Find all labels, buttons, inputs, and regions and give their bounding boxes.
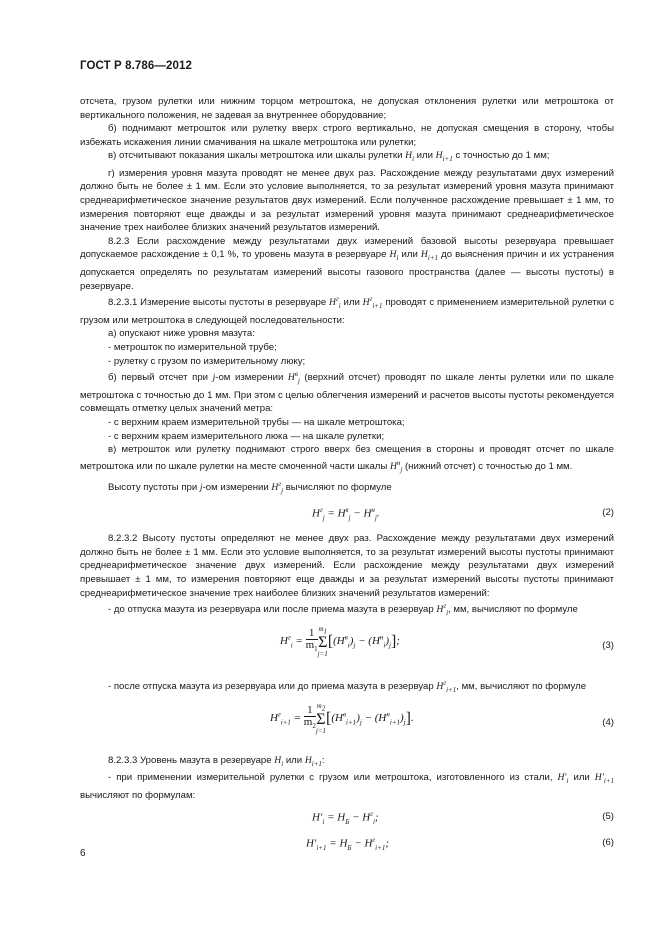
- formula-number: (5): [602, 811, 614, 823]
- formula-number: (2): [602, 507, 614, 519]
- paragraph: - при применении измерительной рулетки с грузом или метроштока, изготовленного из стали, $H'_i$ или $H'_{i+1}$ вычисляют по формулам:: [80, 772, 614, 801]
- formula-number: (6): [602, 837, 614, 849]
- page-number: 6: [80, 848, 86, 859]
- paragraph: 8.2.3.2 Высоту пустоты определяют не менее двух раз. Расхождение между результатами двух измерений должно быть не более ± 1 мм. Если это условие выполняется, то за результат измерений высоты пустоты принимают среднеарифметическое значение двух измерений. Если расхождение между результатами двух измерений превышает ± 1 мм, то измерения повторяют еще дважды и за результат измерений высоты пустоты принимают среднеарифметическое значение трех наиболее близких значений результатов измерений:: [80, 533, 614, 599]
- paragraph: 8.2.3.3 Уровень мазута в резервуаре $H_i$ или $H_{i+1}$:: [108, 754, 325, 768]
- formula-number: (3): [602, 639, 614, 651]
- page-body: [80, 95, 614, 854]
- formula-6: $H'_{i+1} = H_Б - H^г_{i+1}$; (6): [306, 836, 614, 852]
- paragraph: в) метрошток или рулетку поднимают строго вверх без смещения в стороны и проводят отсчет по шкале метроштока или по шкале рулетки на месте смоченной части шкалы $H^н_j$ (нижний отсчет) с точностью до 1 мм.: [80, 444, 614, 474]
- paragraph: б) поднимают метрошток или рулетку вверх строго вертикально, не допуская смещения в сторону, чтобы избежать искажения линии смачивания на шкале метроштока или рулетки;: [80, 123, 614, 148]
- paragraph: в) отсчитывают показания шкалы метроштока или шкалы рулетки $H_i$ или $H_{i+1}$ с точностью до 1 мм;: [108, 150, 550, 164]
- paragraph: Высоту пустоты при j-ом измерении $H^г_j$ вычисляют по формуле: [108, 479, 392, 495]
- paragraph: 8.2.3.1 Измерение высоты пустоты в резервуаре $H^г_i$ или $H^г_{i+1}$ проводят с применением измерительной рулетки с грузом или метроштока в следующей последовательности:: [80, 295, 614, 326]
- paragraph: а) опускают ниже уровня мазута:: [108, 328, 255, 340]
- paragraph: - после отпуска мазута из резервуара или до приема мазута в резервуар $H^г_{i+1}$, мм, вычисляют по формуле: [108, 678, 587, 694]
- formula-number: (4): [602, 716, 614, 728]
- list-item: - с верхним краем измерительной трубы — на шкале метроштока;: [108, 417, 405, 429]
- list-item: - метрошток по измерительной трубе;: [108, 342, 277, 353]
- paragraph: 8.2.3 Если расхождение между результатами двух измерений базовой высоты резервуара превышает допускаемое расхождение ± 0,1 %, то уровень мазута в резервуаре $H_i$ или $H_{i+1}$ до выяснения причин и их устранения допускается определять по результатам измерений высоты газового пространства (далее — высоты пустоты) в резервуаре.: [80, 235, 614, 292]
- formula-3: $H^г_i$ = $\frac{1}{m_1}$ $m_1$ Σ j=1 $[(H^в_i)_j - (H^н_i)_j]$; (3): [280, 624, 614, 659]
- paragraph: - до отпуска мазута из резервуара или после приема мазута в резервуар $H^г_i$, мм, вычисляют по формуле: [108, 602, 578, 618]
- formula-2: $H^г_j = H^в_j - H^н_j$. (2): [312, 506, 614, 523]
- formula-5: $H'_i = H_Б - H^г_i$; (5): [312, 810, 614, 826]
- document-header: ГОСТ Р 8.786—2012: [80, 60, 192, 72]
- paragraph: б) первый отсчет при j-ом измерении $H^в_j$ (верхний отсчет) проводят по шкале ленты рулетки или по шкале метроштока с точностью до 1 мм. При этом с целью облегчения измерений и расчетов высоты пустоты рекомендуется совмещать отметку целых значений метра:: [80, 370, 614, 415]
- list-item: - с верхним краем измерительного люка — на шкале рулетки;: [108, 430, 385, 442]
- paragraph: г) измерения уровня мазута проводят не менее двух раз. Расхождение между результатами двух измерений должно быть не более ± 1 мм. Если это условие выполняется, то за результат измерений уровня мазута принимают среднеарифметическое значение результатов двух измерений. Если полученное расхождение превышает ± 1 мм, то измерения повторяют еще дважды и за результат измерений уровня мазута принимают среднеарифметическое значение трех наиболее близких значений результатов измерений.: [80, 167, 614, 234]
- paragraph: отсчета, грузом рулетки или нижним торцом метроштока, не допуская отклонения рулетки или метроштока от вертикального положения, не задевая за внутреннее оборудование;: [80, 96, 614, 121]
- list-item: - рулетку с грузом по измерительному люку;: [108, 355, 306, 367]
- formula-4: $H^г_{i+1}$ = $\frac{1}{m_2}$ $m_2$ Σ j=1 $[(H^в_{i+1})_j - (H^н_{i+1})_j]$. (4): [270, 701, 614, 735]
